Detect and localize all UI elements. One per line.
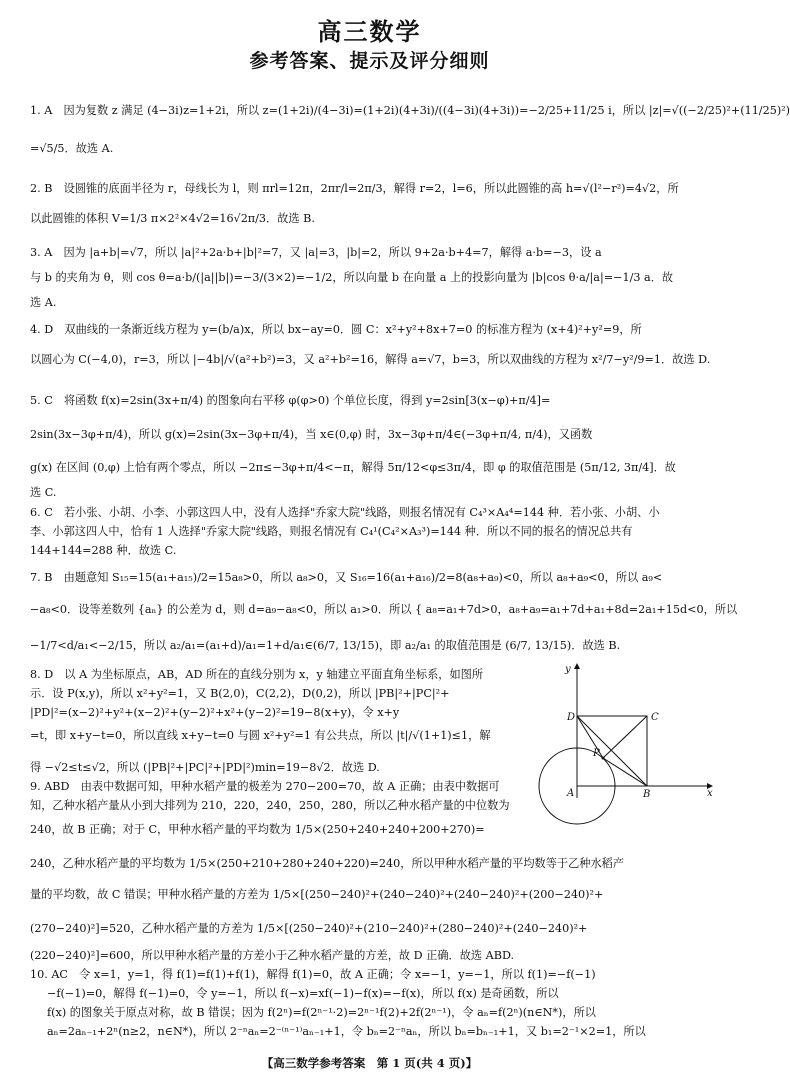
q3-line-3: 选 A. [30,296,57,309]
q7-line-1: 7. B 由题意知 S₁₅=15(a₁+a₁₅)/2=15a₈>0，所以 a₈>0，又 S₁₆=16(a₁+a₁₆)/2=8(a₈+a₉)<0，所以 a₈+a₉<0，所以 a₉< [30,571,663,584]
q6-line-1: 6. C 若小张、小胡、小李、小郭这四人中，没有人选择"乔家大院"线路，则报名情况有 C₄³×A₄⁴=144 种．若小张、小胡、小 [30,506,660,519]
label-p: P [593,748,600,759]
q10-line-3: f(x) 的图象关于原点对称，故 B 错误；因为 f(2ⁿ)=f(2ⁿ⁻¹·2)=2ⁿ⁻¹f(2)+2f(2ⁿ⁻¹)，令 aₙ=f(2ⁿ)(n∈N*)，所以 [47,1006,596,1019]
label-y: y [565,664,571,675]
q9-line-1: 9. ABD 由表中数据可知，甲种水稻产量的极差为 270−200=70，故 A 正确；由表中数据可 [30,780,500,793]
q4-line-1: 4. D 双曲线的一条渐近线方程为 y=(b/a)x，所以 bx−ay=0．圆 C：x²+y²+8x+7=0 的标准方程为 (x+4)²+y²=9，所 [30,323,642,336]
page-footer: 【高三数学参考答案 第 1 页(共 4 页)】 [261,1056,478,1070]
q8-line-1: 8. D 以 A 为坐标原点，AB，AD 所在的直线分别为 x，y 轴建立平面直角坐标系，如图所 [30,668,484,681]
q9-line-4: 240，乙种水稻产量的平均数为 1/5×(250+210+280+240+220)=240，所以甲种水稻产量的平均数等于乙种水稻产 [30,857,625,870]
page-title: 高三数学 [317,17,422,46]
page-subtitle: 参考答案、提示及评分细则 [249,50,490,72]
q2-line-2: 以此圆锥的体积 V=1/3 π×2²×4√2=16√2π/3．故选 B. [30,212,315,225]
q8-line-3: |PD|²=(x−2)²+y²+(x−2)²+(y−2)²+x²+(y−2)²=19−8(x+y)，令 x+y [30,706,400,719]
q9-line-7: (220−240)²]=600，所以甲种水稻产量的方差小于乙种水稻产量的方差，故 D 正确．故选 ABD. [30,949,515,962]
q5-line-2: 2sin(3x−3φ+π/4)，所以 g(x)=2sin(3x−3φ+π/4)，当 x∈(0,φ) 时，3x−3φ+π/4∈(−3φ+π/4, π/4)，又函数 [30,428,593,441]
label-b: B [643,789,651,800]
q7-line-3: −1/7<d/a₁<−2/15，所以 a₂/a₁=(a₁+d)/a₁=1+d/a₁∈(6/7, 13/15)，即 a₂/a₁ 的取值范围是 (6/7, 13/15)．故选 B. [30,639,621,652]
q7-line-2: −a₈<0．设等差数列 {aₙ} 的公差为 d，则 d=a₉−a₈<0，所以 a₁>0．所以 { a₈=a₁+7d>0，a₈+a₉=a₁+7d+a₁+8d=2a₁+15d<0，所以 [30,603,738,616]
q9-line-5: 量的平均数，故 C 错误；甲种水稻产量的方差为 1/5×[(250−240)²+(240−240)²+(240−240)²+(200−240)²+ [30,888,604,901]
q4-line-2: 以圆心为 C(−4,0)，r=3，所以 |−4b|/√(a²+b²)=3，又 a²+b²=16，解得 a=√7，b=3，所以双曲线的方程为 x²/7−y²/9=1．故选 D. [30,353,711,366]
q9-line-2: 知，乙种水稻产量从小到大排列为 210，220，240，250，280，所以乙种水稻产量的中位数为 [30,799,510,812]
q10-line-1: 10. AC 令 x=1，y=1，得 f(1)=f(1)+f(1)，解得 f(1)=0，故 A 正确；令 x=−1，y=−1，所以 f(1)=−f(−1) [30,968,596,981]
q1-line-2: =√5/5．故选 A. [30,142,114,155]
q9-line-3: 240，故 B 正确；对于 C，甲种水稻产量的平均数为 1/5×(250+240+240+200+270)= [30,823,485,836]
q6-line-3: 144+144=288 种．故选 C. [30,544,177,557]
q1-line-1: 1. A 因为复数 z 满足 (4−3i)z=1+2i，所以 z=(1+2i)/(4−3i)=(1+2i)(4+3i)/((4−3i)(4+3i))=−2/25+11/25 i，所以 |z|=√((−2/25)²+(11/25)²) [30,104,790,117]
segment-pc [603,716,647,758]
q5-line-3: g(x) 在区间 (0,φ) 上恰有两个零点，所以 −2π≤−3φ+π/4<−π，解得 5π/12<φ≤3π/4，即 φ 的取值范围是 (5π/12, 3π/4]．故 [30,461,676,474]
q2-line-1: 2. B 设圆锥的底面半径为 r，母线长为 l，则 πrl=12π，2πr/l=2π/3，解得 r=2，l=6，所以此圆锥的高 h=√(l²−r²)=4√2，所 [30,182,679,195]
q9-line-6: (270−240)²]=520，乙种水稻产量的方差为 1/5×[(250−240)²+(210−240)²+(280−240)²+(240−240)²+ [30,922,588,935]
q10-line-4: aₙ=2aₙ₋₁+2ⁿ(n≥2，n∈N*)，所以 2⁻ⁿaₙ=2⁻⁽ⁿ⁻¹⁾aₙ₋₁+1，令 bₙ=2⁻ⁿaₙ，所以 bₙ=bₙ₋₁+1，又 b₁=2⁻¹×2=1，所以 [47,1025,646,1038]
coordinate-figure [557,660,717,800]
q3-line-2: 与 b 的夹角为 θ，则 cos θ=a·b/(|a||b|)=−3/(3×2)=−1/2，所以向量 b 在向量 a 上的投影向量为 |b|cos θ·a/|a|=−1/3 a．故 [30,271,674,284]
label-c: C [651,712,659,723]
segment-pb [603,758,647,786]
label-d: D [567,712,576,723]
q8-line-2: 示．设 P(x,y)，所以 x²+y²=1，又 B(2,0)，C(2,2)，D(0,2)，所以 |PB|²+|PC|²+ [30,687,450,700]
point-p-dot [602,757,605,760]
q8-line-4: =t，即 x+y−t=0，所以直线 x+y−t=0 与圆 x²+y²=1 有公共点，所以 |t|/√(1+1)≤1，解 [30,729,491,742]
q10-line-2: −f(−1)=0，解得 f(−1)=0，令 y=−1，所以 f(−x)=xf(−1)−f(x)=−f(x)，所以 f(x) 是奇函数，所以 [47,987,559,1000]
q8-line-5: 得 −√2≤t≤√2，所以 (|PB|²+|PC|²+|PD|²)min=19−8√2．故选 D. [30,761,380,774]
q3-line-1: 3. A 因为 |a+b|=√7，所以 |a|²+2a·b+|b|²=7，又 |a|=3，|b|=2，所以 9+2a·b+4=7，解得 a·b=−3，设 a [30,246,602,259]
q6-line-2: 李、小郭这四人中，恰有 1 人选择"乔家大院"线路，则报名情况有 C₄¹(C₄²×A₃³)=144 种．所以不同的报名的情况总共有 [30,525,633,538]
label-x: x [707,788,713,799]
q5-line-4: 选 C. [30,486,57,499]
label-a: A [567,788,575,799]
q5-line-1: 5. C 将函数 f(x)=2sin(3x+π/4) 的图象向右平移 φ(φ>0) 个单位长度，得到 y=2sin[3(x−φ)+π/4]= [30,394,551,407]
